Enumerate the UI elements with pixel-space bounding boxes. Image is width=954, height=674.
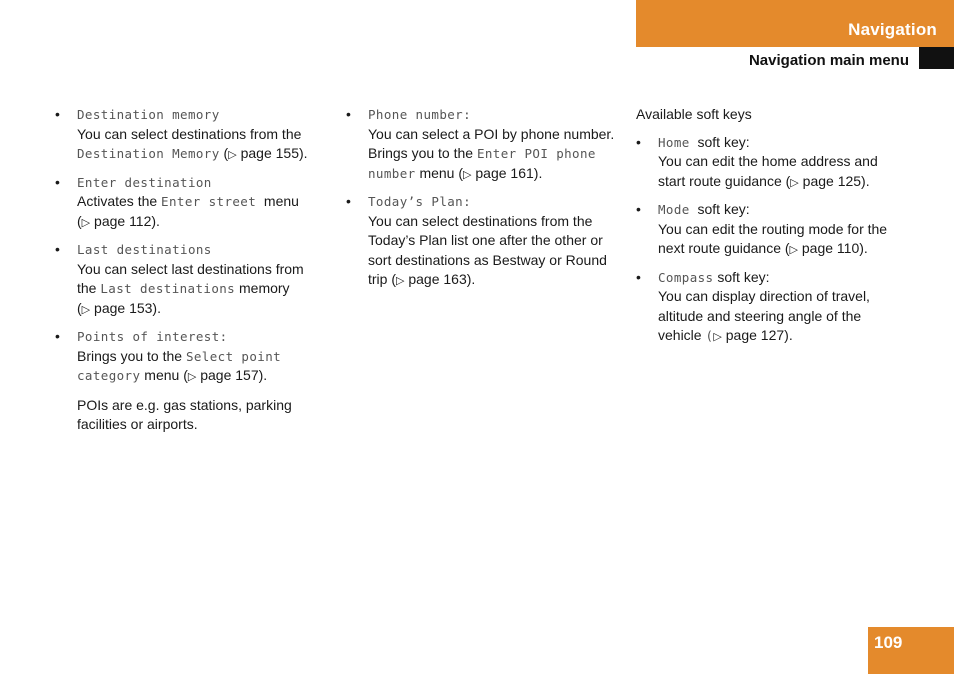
column-2 xyxy=(346,105,621,299)
list-item xyxy=(55,327,330,388)
menu-item-name: Compass xyxy=(658,269,714,285)
text-segment: page 155). xyxy=(236,145,308,161)
column-3 xyxy=(636,105,911,355)
text-segment: page 127). xyxy=(721,327,793,343)
description-line xyxy=(368,251,621,271)
text-segment: Brings you to the xyxy=(77,347,186,364)
text-segment: Today’s Plan list one after the other or xyxy=(368,232,603,248)
menu-item-name: Destination memory xyxy=(77,107,220,122)
text-segment: page 112). xyxy=(90,212,160,229)
text-segment: vehicle xyxy=(658,327,706,343)
text-segment: You can select destinations from the xyxy=(77,125,302,142)
description-line xyxy=(77,125,330,145)
page-ref-arrow-icon: ▷ xyxy=(396,275,405,287)
page-ref-arrow-icon: ▷ xyxy=(81,216,91,229)
page-number-box xyxy=(868,627,954,674)
note-line: facilities or airports. xyxy=(77,416,198,432)
description-line xyxy=(368,231,621,251)
text-segment: You can select a POI by phone number. xyxy=(368,125,615,142)
item-heading xyxy=(77,327,330,347)
menu-item-name: Points of interest: xyxy=(77,329,228,344)
item-heading xyxy=(368,192,621,212)
section-title: Navigation xyxy=(848,20,937,39)
item-heading xyxy=(77,105,330,125)
description-line xyxy=(658,307,911,327)
item-heading xyxy=(77,173,330,193)
list-item xyxy=(55,240,330,320)
text-segment: menu ( xyxy=(140,367,188,383)
description-line xyxy=(658,172,911,194)
text-segment: ( xyxy=(219,145,229,161)
description-line xyxy=(368,164,621,186)
text-segment: You can select destinations from the xyxy=(368,212,593,229)
menu-item-name: Last destinations xyxy=(77,242,212,257)
bullet-icon: • xyxy=(55,173,60,190)
note-line: POIs are e.g. gas stations, parking xyxy=(77,396,292,413)
list-item xyxy=(636,268,911,348)
text-segment: menu ( xyxy=(415,164,464,181)
page-subtitle: Navigation main menu xyxy=(748,52,909,69)
bullet-icon: • xyxy=(346,193,351,209)
description-line xyxy=(77,347,330,367)
text-segment: memory xyxy=(235,280,290,296)
list-item xyxy=(346,192,621,292)
text-segment: Brings you to the xyxy=(368,145,477,161)
bullet-icon: • xyxy=(636,201,641,217)
page-ref-arrow-icon: ▷ xyxy=(81,303,91,316)
text-segment: You can edit the routing mode for the xyxy=(658,220,888,237)
menu-reference: category xyxy=(77,368,141,383)
item-heading-suffix: soft key: xyxy=(689,133,750,150)
description-line xyxy=(658,239,911,261)
item-heading xyxy=(658,200,911,220)
description-line xyxy=(77,279,330,299)
text-segment: page 110). xyxy=(798,240,868,256)
soft-keys-intro: Available soft keys xyxy=(636,106,752,122)
column-3-list xyxy=(636,133,911,348)
menu-reference: ( xyxy=(705,328,714,343)
text-segment: altitude and steering angle of the xyxy=(658,307,862,324)
description-line xyxy=(368,125,621,145)
menu-item-name: Enter destination xyxy=(77,174,212,190)
menu-item-name: Home xyxy=(658,134,690,150)
bullet-icon: • xyxy=(55,241,60,257)
menu-reference: Destination Memory xyxy=(77,146,220,161)
description-line xyxy=(658,287,911,307)
menu-item-name: Today’s Plan: xyxy=(368,194,472,209)
page-number: 109 xyxy=(874,633,903,652)
description-line xyxy=(658,326,911,348)
description-line xyxy=(368,144,621,164)
text-segment: You can edit the home address and xyxy=(658,153,878,169)
description-line xyxy=(368,270,621,292)
text-segment: ( xyxy=(77,299,82,316)
column-2-list xyxy=(346,105,621,292)
page-ref-arrow-icon: ▷ xyxy=(789,244,798,256)
text-segment: page 161). xyxy=(471,164,543,181)
description-line xyxy=(77,260,330,280)
bullet-icon: • xyxy=(636,268,641,285)
list-item xyxy=(636,200,911,261)
item-heading xyxy=(368,105,621,125)
text-segment: next route guidance ( xyxy=(658,240,790,256)
text-segment: start route guidance ( xyxy=(658,172,791,189)
page-ref-arrow-icon: ▷ xyxy=(463,168,472,181)
text-segment: page 153). xyxy=(90,299,161,316)
menu-reference: Last destinations xyxy=(100,281,236,296)
column-1 xyxy=(55,105,330,435)
page-ref-arrow-icon: ▷ xyxy=(790,176,799,189)
text-segment: trip ( xyxy=(368,271,396,287)
description-line xyxy=(77,212,330,234)
description-line xyxy=(77,299,330,321)
description-line xyxy=(658,152,911,172)
description-line xyxy=(77,366,330,388)
text-segment: the xyxy=(77,280,101,296)
list-item xyxy=(636,133,911,194)
text-segment: page 163). xyxy=(404,271,476,287)
list-item xyxy=(346,105,621,185)
text-segment: You can display direction of travel, xyxy=(658,288,870,304)
bullet-icon: • xyxy=(55,106,60,122)
list-item xyxy=(55,173,330,234)
item-heading xyxy=(658,268,911,288)
menu-item-name: Mode xyxy=(658,202,690,217)
text-segment: You can select last destinations from xyxy=(77,260,304,277)
item-heading-suffix: soft key: xyxy=(713,268,770,285)
page-ref-arrow-icon: ▷ xyxy=(187,371,197,383)
text-segment: menu xyxy=(256,193,299,209)
description-line xyxy=(658,220,911,240)
item-heading-suffix: soft key: xyxy=(689,201,750,217)
description-line xyxy=(368,212,621,232)
text-segment: page 157). xyxy=(196,367,268,383)
text-segment: page 125). xyxy=(798,172,870,189)
page-ref-arrow-icon: ▷ xyxy=(228,149,237,161)
bullet-icon: • xyxy=(55,328,60,344)
item-heading xyxy=(658,133,911,153)
page-ref-arrow-icon: ▷ xyxy=(713,331,722,343)
poi-note xyxy=(55,396,330,435)
header-marker xyxy=(919,47,954,69)
menu-item-name: Phone number: xyxy=(368,107,472,122)
text-segment: Activates the xyxy=(77,193,162,209)
item-heading xyxy=(77,240,330,260)
menu-reference: number xyxy=(368,165,416,181)
description-line xyxy=(77,144,330,166)
section-tab xyxy=(636,0,954,47)
description-line xyxy=(77,192,330,212)
list-item xyxy=(55,105,330,166)
column-1-list xyxy=(55,105,330,388)
menu-reference: Enter street xyxy=(161,194,257,209)
text-segment: sort destinations as Bestway or Round xyxy=(368,251,607,268)
menu-reference: Select point xyxy=(185,348,282,364)
menu-reference: Enter POI phone xyxy=(476,146,596,161)
bullet-icon: • xyxy=(636,133,641,150)
bullet-icon: • xyxy=(346,106,351,122)
text-segment: ( xyxy=(77,212,82,229)
